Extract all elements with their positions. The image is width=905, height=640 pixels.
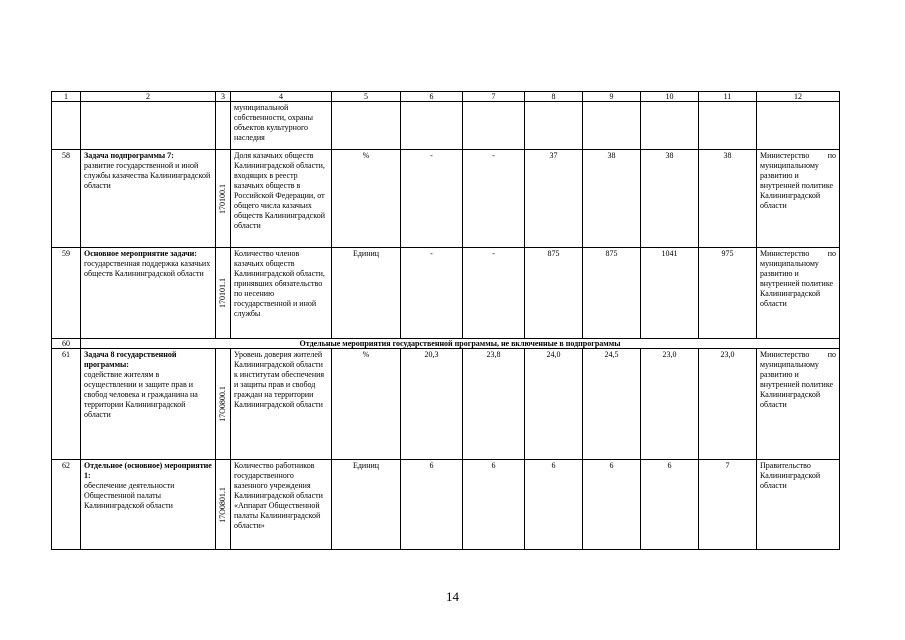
value-cell: - bbox=[401, 150, 463, 248]
value-cell: 875 bbox=[583, 248, 641, 339]
header-cell: 12 bbox=[757, 92, 840, 102]
header-cell: 5 bbox=[332, 92, 401, 102]
task-description: обеспечение деятельности Общественной палаты Калининградской области bbox=[84, 481, 175, 510]
unit-cell: Единиц bbox=[332, 460, 401, 550]
task-cell bbox=[81, 150, 216, 248]
table-row-continuation bbox=[52, 102, 840, 150]
task-title: Задача 8 государственной программы: bbox=[84, 350, 177, 369]
code-text: 170101.1 bbox=[218, 278, 227, 308]
responsible-head: Министерство bbox=[760, 350, 810, 359]
responsible-cell bbox=[757, 349, 840, 460]
row-number: 59 bbox=[52, 248, 81, 339]
value-cell: 24,0 bbox=[525, 349, 583, 460]
task-cell bbox=[81, 460, 216, 550]
task-title: Отдельное (основное) мероприятие 1: bbox=[84, 461, 212, 480]
code-cell bbox=[216, 248, 231, 339]
indicator-cell: Количество работников государственного казенного учреждения Калининградской области «Аппарат Общественной палаты Калининградской области» bbox=[231, 460, 332, 550]
indicator-cell: муниципальной собственности, охраны объектов культурного наследия bbox=[231, 102, 332, 150]
value-cell: 23,0 bbox=[641, 349, 699, 460]
value-cell: 1041 bbox=[641, 248, 699, 339]
header-cell: 3 bbox=[216, 92, 231, 102]
value-cell: 975 bbox=[699, 248, 757, 339]
code-text: 170100.1 bbox=[218, 183, 227, 214]
indicators-table bbox=[51, 91, 840, 550]
value-cell: - bbox=[463, 248, 525, 339]
header-cell: 11 bbox=[699, 92, 757, 102]
value-cell: 37 bbox=[525, 150, 583, 248]
value-cell: 6 bbox=[583, 460, 641, 550]
value-cell: 23,0 bbox=[699, 349, 757, 460]
code-cell bbox=[216, 150, 231, 248]
header-cell: 7 bbox=[463, 92, 525, 102]
value-cell: 38 bbox=[699, 150, 757, 248]
responsible-cell bbox=[757, 150, 840, 248]
row-number: 60 bbox=[52, 339, 81, 349]
responsible-head: Министерство bbox=[760, 249, 810, 258]
header-cell: 1 bbox=[52, 92, 81, 102]
code-cell bbox=[216, 460, 231, 550]
value-cell: 24,5 bbox=[583, 349, 641, 460]
section-title: Отдельные мероприятия государственной программы, не включенные в подпрограммы bbox=[81, 339, 840, 349]
value-cell: 6 bbox=[525, 460, 583, 550]
task-title: Основное мероприятие задачи: bbox=[84, 249, 197, 258]
header-cell: 2 bbox=[81, 92, 216, 102]
code-cell bbox=[216, 349, 231, 460]
header-row bbox=[52, 92, 840, 102]
value-cell: 20,3 bbox=[401, 349, 463, 460]
responsible-head-end: по bbox=[827, 151, 836, 160]
code-text: 17О0801.1 bbox=[218, 486, 227, 523]
task-cell bbox=[81, 248, 216, 339]
table-row bbox=[52, 150, 840, 248]
header-cell: 8 bbox=[525, 92, 583, 102]
value-cell: - bbox=[463, 150, 525, 248]
row-number: 61 bbox=[52, 349, 81, 460]
value-cell: 6 bbox=[463, 460, 525, 550]
header-cell: 9 bbox=[583, 92, 641, 102]
responsible-body: муниципальному развитию и внутренней политике Калининградской области bbox=[760, 161, 834, 210]
value-cell: 875 bbox=[525, 248, 583, 339]
table-row bbox=[52, 460, 840, 550]
value-cell: 6 bbox=[401, 460, 463, 550]
value-cell: 38 bbox=[583, 150, 641, 248]
value-cell: 6 bbox=[641, 460, 699, 550]
task-description: развитие государственной и иной службы казачества Калининградской области bbox=[84, 161, 211, 190]
task-description: государственная поддержка казачьих обществ Калининградской области bbox=[84, 259, 211, 278]
value-cell: 23,8 bbox=[463, 349, 525, 460]
page-number: 14 bbox=[446, 589, 459, 604]
table-row bbox=[52, 248, 840, 339]
responsible-head: Правительство bbox=[760, 461, 811, 470]
unit-cell: % bbox=[332, 349, 401, 460]
header-cell: 4 bbox=[231, 92, 332, 102]
header-cell: 6 bbox=[401, 92, 463, 102]
header-cell: 10 bbox=[641, 92, 699, 102]
indicator-cell: Уровень доверия жителей Калининградской области к институтам обеспечения и защиты прав и свобод граждан на территории Калининградской области bbox=[231, 349, 332, 460]
task-title: Задача подпрограммы 7: bbox=[84, 151, 174, 160]
responsible-head-end: по bbox=[827, 350, 836, 359]
indicator-cell: Доля казачьих обществ Калининградской области, входящих в реестр казачьих обществ в Российской Федерации, от общего числа казачьих обществ Калининградской области bbox=[231, 150, 332, 248]
responsible-cell bbox=[757, 248, 840, 339]
responsible-body: муниципальному развитию и внутренней политике Калининградской области bbox=[760, 360, 834, 409]
value-cell: 7 bbox=[699, 460, 757, 550]
task-description: содействие жителям в осуществлении и защите прав и свобод человека и гражданина на территории Калининградской области bbox=[84, 370, 198, 419]
responsible-head: Министерство bbox=[760, 151, 810, 160]
value-cell: 38 bbox=[641, 150, 699, 248]
section-row bbox=[52, 339, 840, 349]
unit-cell: % bbox=[332, 150, 401, 248]
value-cell: - bbox=[401, 248, 463, 339]
row-number: 58 bbox=[52, 150, 81, 248]
task-cell bbox=[81, 349, 216, 460]
responsible-body: Калининградской области bbox=[760, 471, 821, 490]
table-row bbox=[52, 349, 840, 460]
responsible-cell bbox=[757, 460, 840, 550]
row-number: 62 bbox=[52, 460, 81, 550]
responsible-body: муниципальному развитию и внутренней политике Калининградской области bbox=[760, 259, 834, 308]
responsible-head-end: по bbox=[827, 249, 836, 258]
indicator-cell: Количество членов казачьих обществ Калининградской области, принявших обязательство по несению государственной и иной службы bbox=[231, 248, 332, 339]
unit-cell: Единиц bbox=[332, 248, 401, 339]
code-text: 17О0800.1 bbox=[218, 386, 227, 422]
